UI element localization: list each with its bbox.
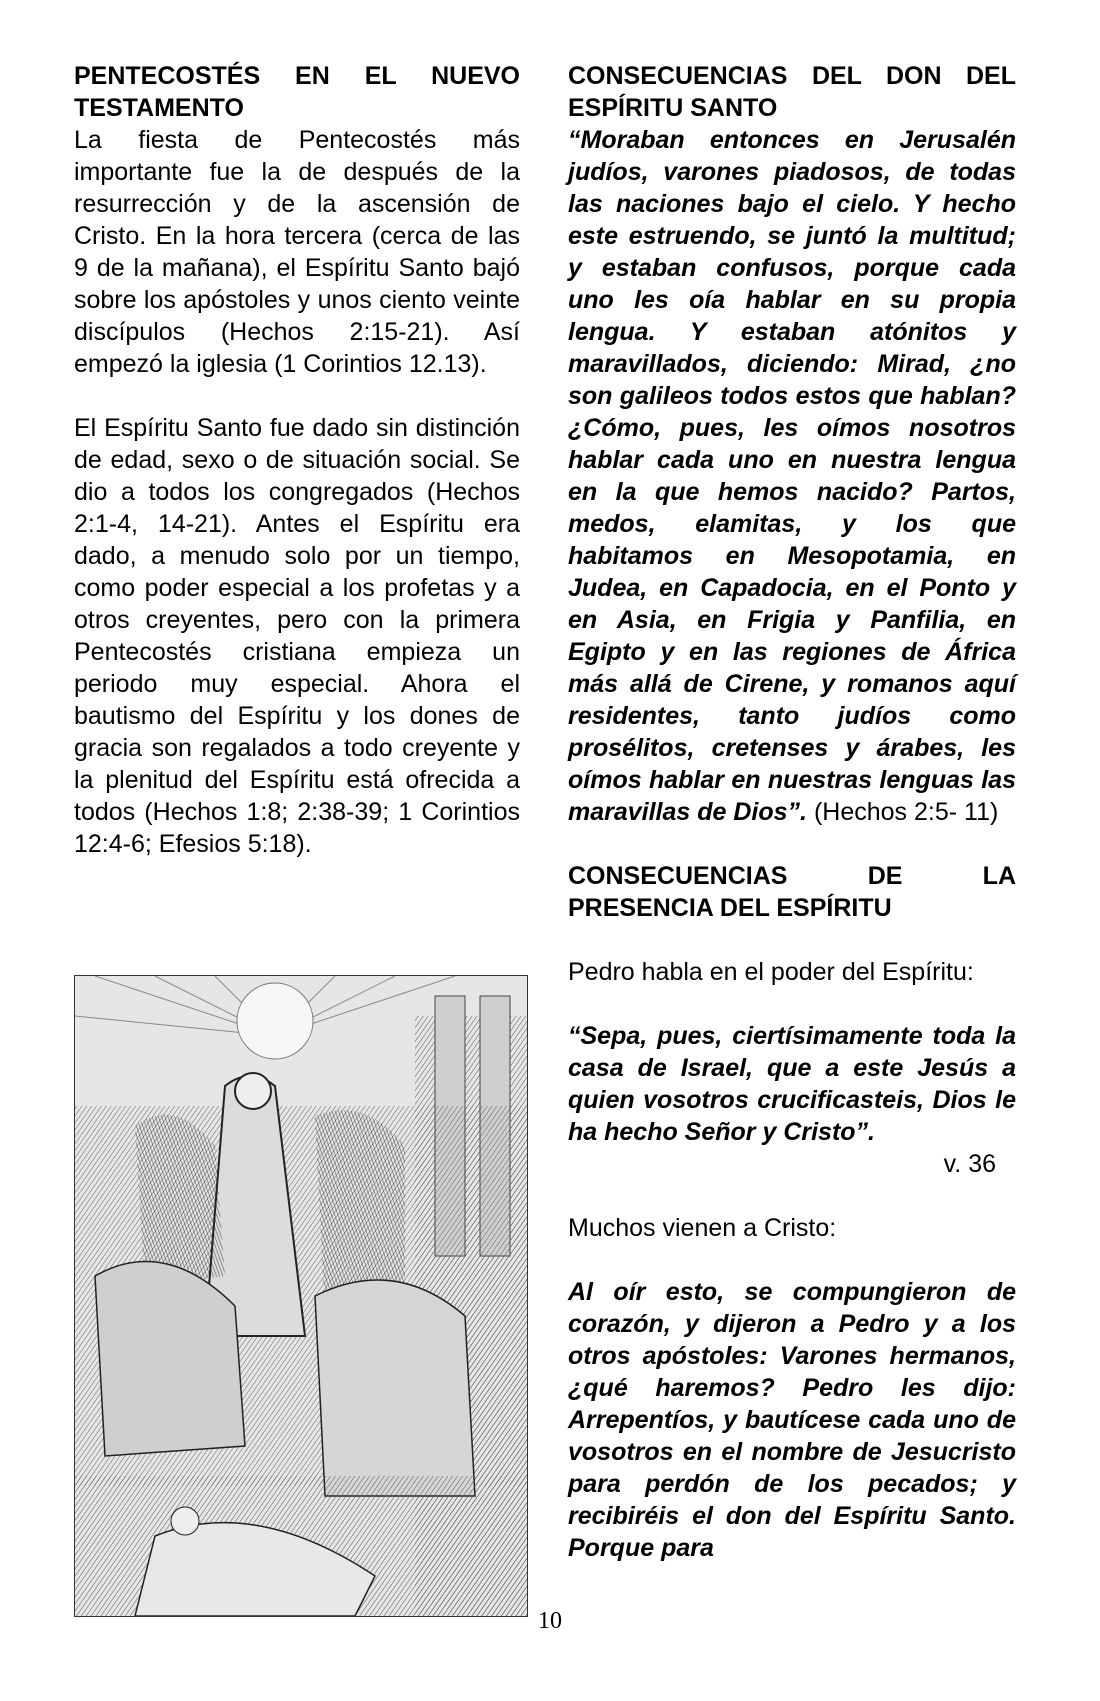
section-heading-consequences-presence: CONSECUENCIAS DE LA PRESENCIA DEL ESPÍRITU	[568, 862, 1016, 922]
section-heading-pentecost: PENTECOSTÉS EN EL NUEVO TESTAMENTO	[74, 62, 520, 122]
engraving-image	[75, 976, 527, 1616]
paragraph-pentecost-intro: La fiesta de Pentecostés más importante fue la de después de la resurrección y de la ascensión de Cristo. En la hora tercera (cerca de las 9 de la mañana), el Espíritu Santo bajó sobre los apóstoles y unos ciento veinte discípulos (Hechos 2:15-21). Así empezó la iglesia (1 Corintios 12.13).	[74, 126, 520, 378]
quote-acts-2-36: “Sepa, pues, ciertísimamente toda la casa de Israel, que a este Jesús a quien vosotros crucificasteis, Dios le ha hecho Señor y Cristo”.	[568, 1022, 1016, 1146]
right-column	[568, 60, 1016, 1564]
section-heading-consequences-gift: CONSECUENCIAS DEL DON DEL ESPÍRITU SANTO	[568, 62, 1016, 122]
quote-text: “Moraban entonces en Jerusalén judíos, varones piadosos, de todas las naciones bajo el cielo. Y hecho este estruendo, se juntó la multitud; y estaban confusos, porque cada uno les oía hablar en su propia lengua. Y estaban atónitos y maravillados, diciendo: Mirad, ¿no son galileos todos estos que hablan? ¿Cómo, pues, les oímos nosotros hablar cada uno en nuestra lengua en la que hemos nacido? Partos, medos, elamitas, y los que habitamos en Mesopotamia, en Judea, en Capadocia, en el Ponto y en Asia, en Frigia y Panfilia, en Egipto y en las regiones de África más allá de Cirene, y romanos aquí residentes, tanto judíos como prosélitos, cretenses y árabes, les oímos hablar en nuestras lenguas las maravillas de Dios”.	[568, 126, 1016, 826]
page-number: 10	[538, 1608, 562, 1634]
pentecost-engraving-illustration	[74, 975, 528, 1617]
intro-peter-speaks: Pedro habla en el poder del Espíritu:	[568, 958, 974, 986]
quote-reference: (Hechos 2:5- 11)	[807, 798, 999, 826]
left-column	[74, 60, 520, 860]
paragraph-spirit-given: El Espíritu Santo fue dado sin distinción de edad, sexo o de situación social. Se dio a todos los congregados (Hechos 2:1-4, 14-21). Antes el Espíritu era dado, a menudo solo por un tiempo, como poder especial a los profetas y a otros creyentes, pero con la primera Pentecostés cristiana empieza un periodo muy especial. Ahora el bautismo del Espíritu y los dones de gracia son regalados a todo creyente y la plenitud del Espíritu está ofrecida a todos (Hechos 1:8; 2:38-39; 1 Corintios 12:4-6; Efesios 5:18).	[74, 414, 520, 858]
quote-acts-2-37-39: Al oír esto, se compungieron de corazón, y dijeron a Pedro y a los otros apóstoles: Varones hermanos, ¿qué haremos? Pedro les dijo: Arrepentíos, y bautícese cada uno de vosotros en el nombre de Jesucristo para perdón de los pecados; y recibiréis el don del Espíritu Santo. Porque para	[568, 1278, 1016, 1562]
quote-acts-2-5-11	[568, 124, 1016, 828]
intro-many-come: Muchos vienen a Cristo:	[568, 1214, 837, 1242]
verse-reference: v. 36	[943, 1150, 996, 1178]
